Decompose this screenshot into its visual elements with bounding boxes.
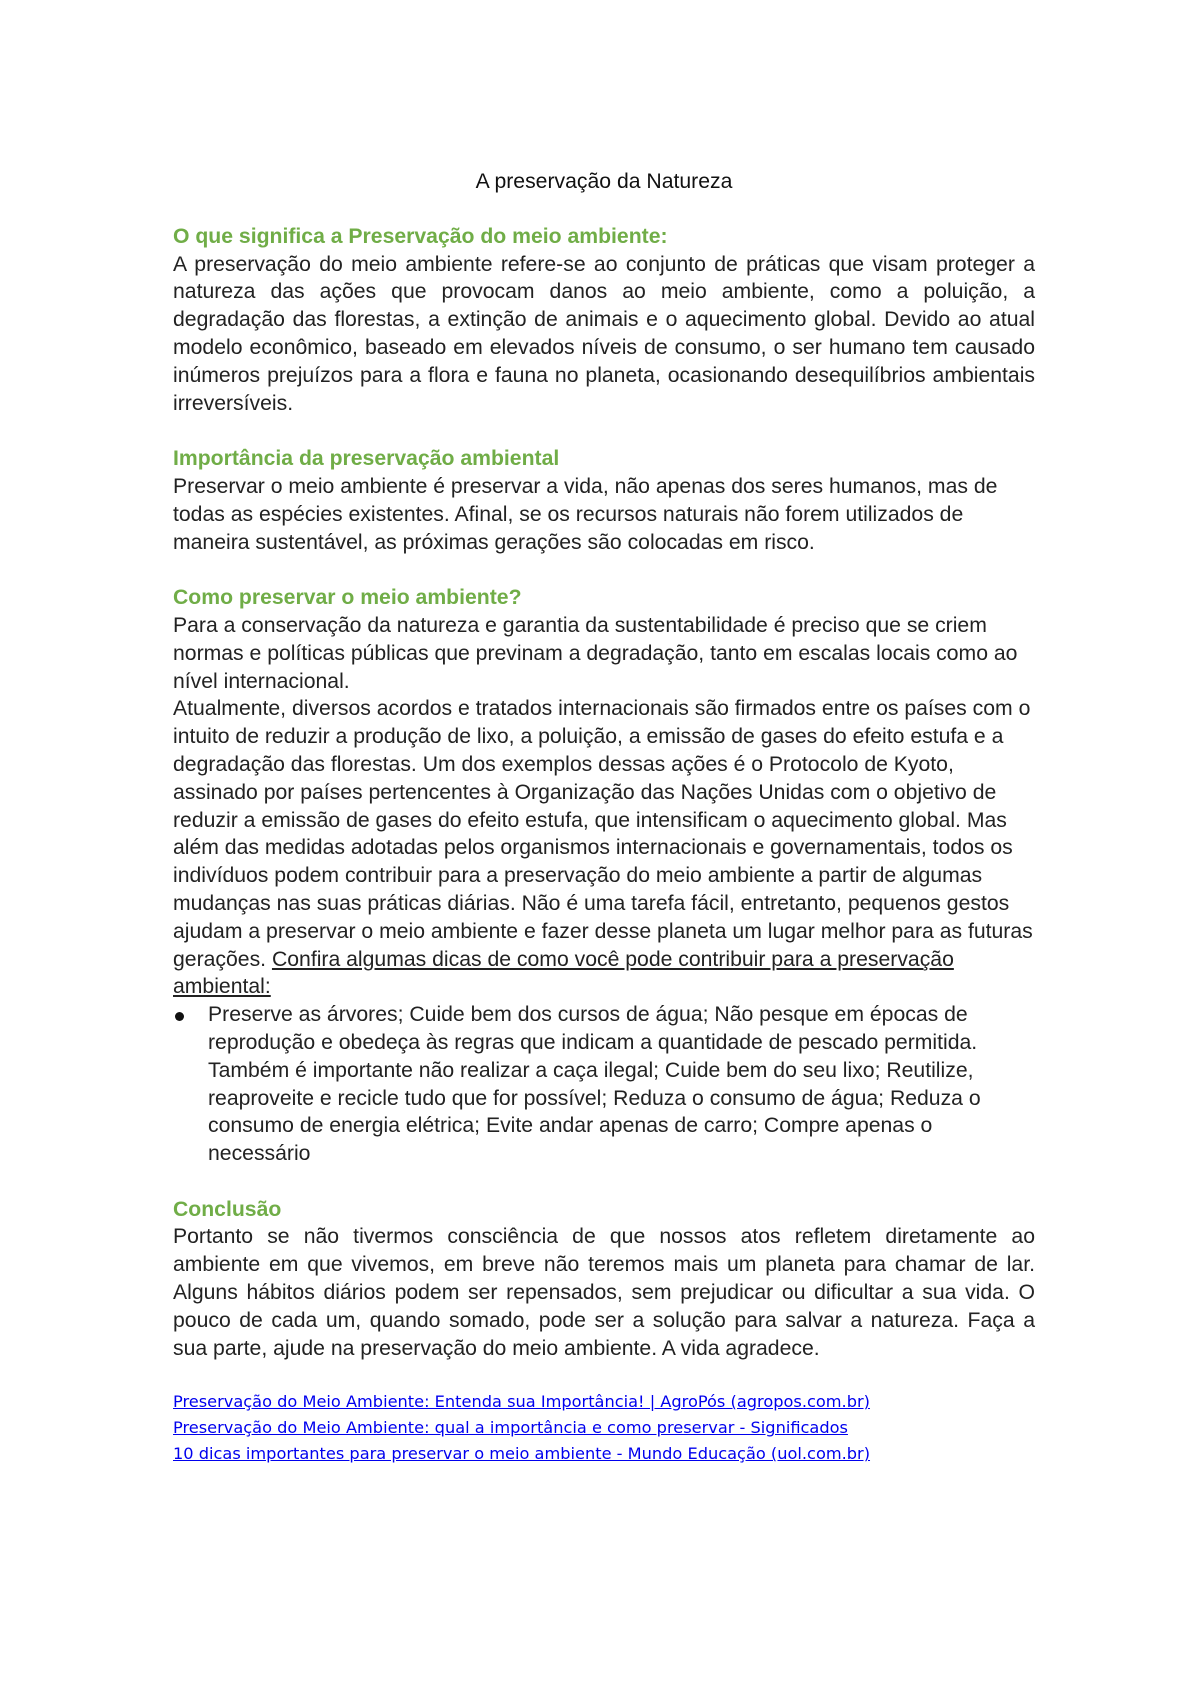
section-paragraph: Portanto se não tivermos consciência de que nossos atos refletem diretamente ao ambiente em que vivemos, em breve não teremos mais um planeta para chamar de lar. Alguns hábitos diários podem ser repensados, sem prejudicar ou dificultar a sua vida. O pouco de cada um, quando somado, pode ser a solução para salvar a natureza. Faça a sua parte, ajude na preservação do meio ambiente. A vida agradece.: [173, 1225, 1035, 1360]
list-item-text: Preserve as árvores; Cuide bem dos cursos de água; Não pesque em épocas de reprodução e obedeça às regras que indicam a quantidade de pescado permitida. Também é importante não realizar a caça ilegal; Cuide bem do seu lixo; Reutilize, reaproveite e recicle tudo que for possível; Reduza o consumo de água; Reduza o consumo de energia elétrica; Evite andar apenas de carro; Compre apenas o necessário: [208, 1003, 981, 1166]
section-conclusion: [173, 1196, 1035, 1363]
section-heading: Importância da preservação ambiental: [173, 447, 560, 471]
section-heading: O que significa a Preservação do meio ambiente:: [173, 224, 668, 248]
section-meaning: [173, 223, 1035, 418]
section-paragraph: Para a conservação da natureza e garantia da sustentabilidade é preciso que se criem normas e políticas públicas que previnam a degradação, tanto em escalas locais como ao nível internacional.: [173, 613, 1018, 693]
references: [173, 1389, 1035, 1467]
section-heading: Como preservar o meio ambiente?: [173, 586, 522, 610]
list-item: [173, 1001, 1035, 1168]
paragraph-text: Atualmente, diversos acordos e tratados internacionais são firmados entre os países com o intuito de reduzir a produção de lixo, a poluição, a emissão de gases do efeito estufa e a degradação das florestas. Um dos exemplos dessas ações é o Protocolo de Kyoto, assinado por países pertencentes à Organização das Nações Unidas com o objetivo de reduzir a emissão de gases do efeito estufa, que intensificam o aquecimento global. Mas além das medidas adotadas pelos organismos internacionais e governamentais, todos os indivíduos podem contribuir para a preservação do meio ambiente a partir de algumas mudanças nas suas práticas diárias. Não é uma tarefa fácil, entretanto, pequenos gestos ajudam a preservar o meio ambiente e fazer desse planeta um lugar melhor para as futuras gerações.: [173, 697, 1033, 971]
reference-link-significados[interactable]: Preservação do Meio Ambiente: qual a importância e como preservar - Significados: [173, 1418, 848, 1438]
section-paragraph: A preservação do meio ambiente refere-se ao conjunto de práticas que visam proteger a natureza das ações que provocam danos ao meio ambiente, como a poluição, a degradação das florestas, a extinção de animais e o aquecimento global. Devido ao atual modelo econômico, baseado em elevados níveis de consumo, o ser humano tem causado inúmeros prejuízos para a flora e fauna no planeta, ocasionando desequilíbrios ambientais irreversíveis.: [173, 252, 1035, 415]
section-paragraph: Preservar o meio ambiente é preservar a vida, não apenas dos seres humanos, mas de todas as espécies existentes. Afinal, se os recursos naturais não forem utilizados de maneira sustentável, as próximas gerações são colocadas em risco.: [173, 474, 998, 554]
reference-link-agropos[interactable]: Preservação do Meio Ambiente: Entenda sua Importância! | AgroPós (agropos.com.br): [173, 1392, 870, 1412]
bullet-icon: [175, 1012, 184, 1021]
document-title: A preservação da Natureza: [475, 170, 733, 193]
section-heading: Conclusão: [173, 1197, 282, 1221]
section-importance: [173, 445, 1035, 556]
tips-intro-underlined: Confira algumas dicas de como você pode contribuir para a preservação ambiental:: [173, 947, 954, 999]
reference-link-mundo-educacao[interactable]: 10 dicas importantes para preservar o meio ambiente - Mundo Educação (uol.com.br): [173, 1444, 871, 1464]
section-paragraph: [173, 695, 1035, 1001]
document-body: [173, 168, 1035, 1467]
section-how-to-preserve: [173, 584, 1035, 1168]
tips-list: [173, 1001, 1035, 1168]
